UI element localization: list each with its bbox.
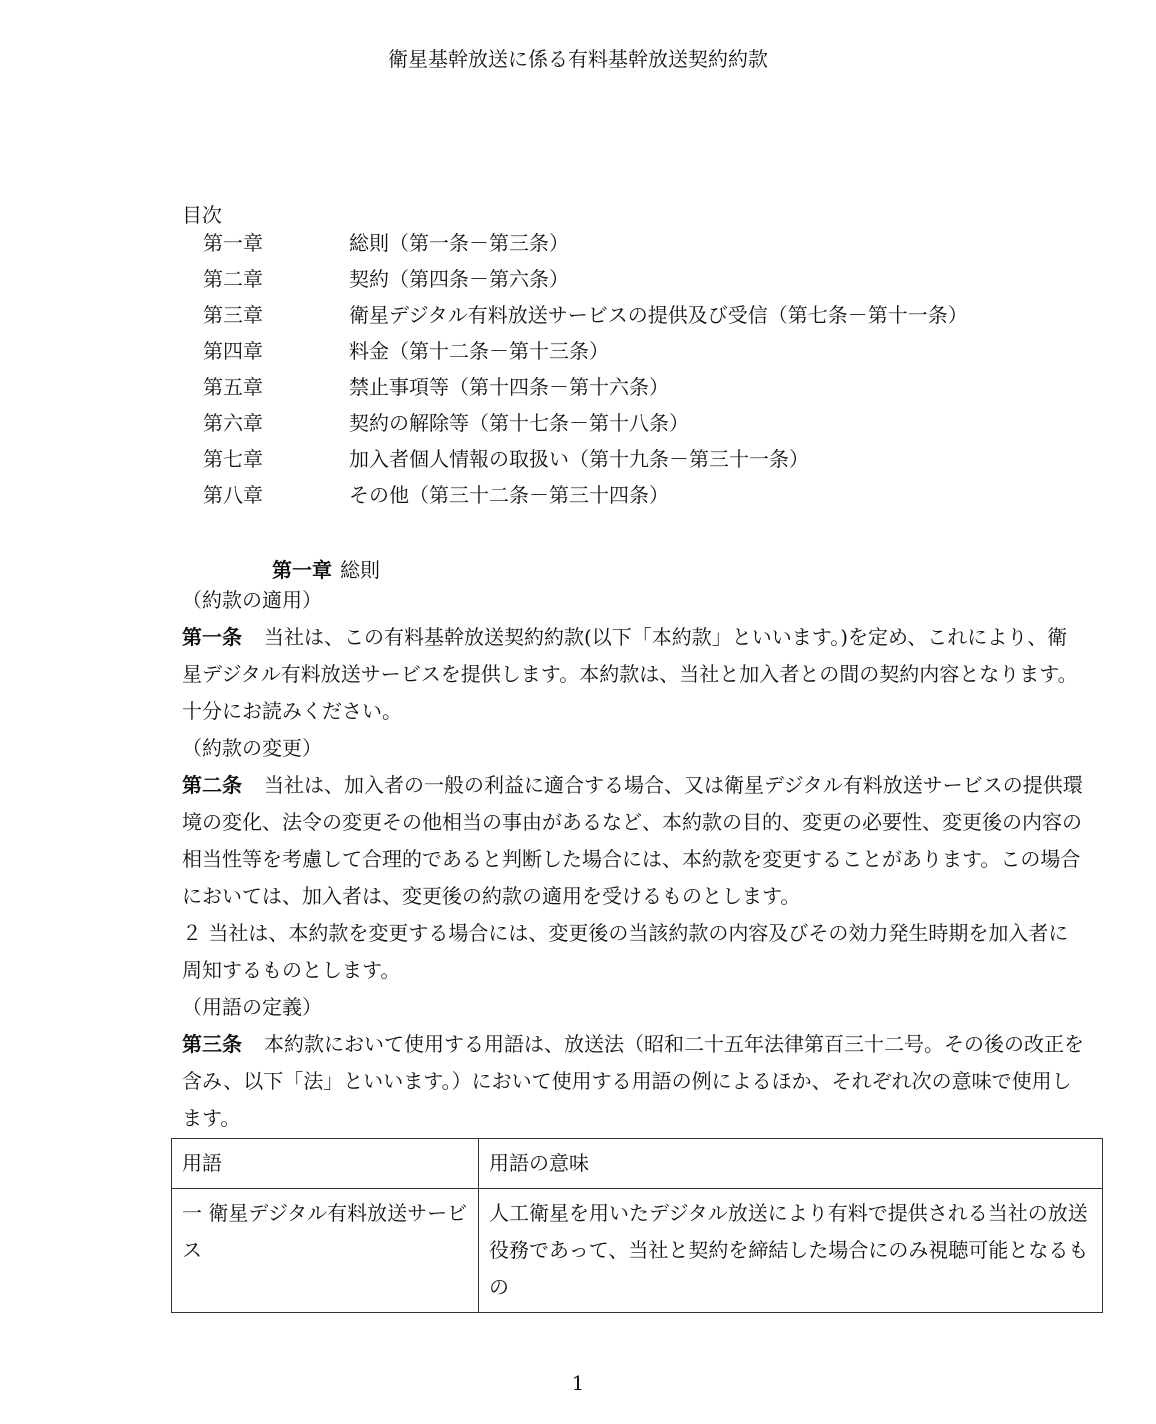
- article-3: [182, 1026, 1086, 1137]
- toc-item: [203, 264, 1063, 300]
- table-header-term: 用語: [172, 1139, 479, 1189]
- toc-chapter: 第七章: [203, 447, 263, 471]
- article-number: 第三条: [182, 1032, 242, 1056]
- toc-item: [203, 336, 1063, 372]
- article-text: 本約款において使用する用語は、放送法（昭和二十五年法律第百三十二号。その後の改正を含み、以下「法」といいます。）において使用する用語の例によるほか、それぞれ次の意味で使用します。: [182, 1032, 1084, 1130]
- table-row: [172, 1189, 1103, 1313]
- article-caption: （約款の変更）: [182, 736, 322, 760]
- chapter-body: [182, 582, 1086, 1137]
- toc-chapter: 第三章: [203, 303, 263, 327]
- toc-chapter: 第八章: [203, 483, 263, 507]
- toc-item: [203, 300, 1063, 336]
- article-caption: （約款の適用）: [182, 588, 322, 612]
- toc-title: 禁止事項等（第十四条－第十六条）: [349, 375, 669, 399]
- toc-item: [203, 408, 1063, 444]
- toc-title: 衛星デジタル有料放送サービスの提供及び受信（第七条－第十一条）: [349, 303, 968, 327]
- toc-item: [203, 372, 1063, 408]
- table-of-contents: [203, 228, 1063, 516]
- toc-chapter: 第一章: [203, 231, 263, 255]
- toc-chapter: 第四章: [203, 339, 263, 363]
- toc-title: 総則（第一条－第三条）: [349, 231, 569, 255]
- page-number: 1: [571, 1371, 585, 1395]
- toc-chapter: 第六章: [203, 411, 263, 435]
- chapter-label: 第一章: [272, 558, 332, 582]
- document-title: 衛星基幹放送に係る有料基幹放送契約約款: [388, 47, 768, 71]
- article-number: 第二条: [182, 773, 242, 797]
- toc-item: [203, 444, 1063, 480]
- chapter-heading: [272, 555, 380, 585]
- toc-title: その他（第三十二条－第三十四条）: [349, 483, 669, 507]
- table-cell-meaning: 人工衛星を用いたデジタル放送により有料で提供される当社の放送役務であって、当社と契約を締結した場合にのみ視聴可能となるもの: [479, 1189, 1103, 1313]
- article-text: 当社は、加入者の一般の利益に適合する場合、又は衛星デジタル有料放送サービスの提供環境の変化、法令の変更その他相当の事由があるなど、本約款の目的、変更の必要性、変更後の内容の相当性等を考慮して合理的であると判断した場合には、本約款を変更することがあります。この場合においては、加入者は、変更後の約款の適用を受けるものとします。: [182, 773, 1083, 908]
- article-number: 第一条: [182, 625, 242, 649]
- article-2: [182, 767, 1086, 915]
- table-cell-term: 一 衛星デジタル有料放送サービス: [172, 1189, 479, 1313]
- toc-item: [203, 228, 1063, 264]
- toc-title: 料金（第十二条－第十三条）: [349, 339, 609, 363]
- toc-heading: 目次: [182, 203, 222, 227]
- table-header-meaning: 用語の意味: [479, 1139, 1103, 1189]
- toc-title: 契約の解除等（第十七条－第十八条）: [349, 411, 689, 435]
- toc-title: 加入者個人情報の取扱い（第十九条－第三十一条）: [349, 447, 809, 471]
- article-1: [182, 619, 1086, 730]
- toc-chapter: 第五章: [203, 375, 263, 399]
- toc-title: 契約（第四条－第六条）: [349, 267, 569, 291]
- table-header-row: [172, 1139, 1103, 1189]
- toc-chapter: 第二章: [203, 267, 263, 291]
- definitions-table: [171, 1138, 1103, 1313]
- article-2-paragraph-2: ２ 当社は、本約款を変更する場合には、変更後の当該約款の内容及びその効力発生時期を加入者に周知するものとします。: [182, 921, 1069, 982]
- article-caption: （用語の定義）: [182, 995, 322, 1019]
- toc-item: [203, 480, 1063, 516]
- article-text: 当社は、この有料基幹放送契約約款(以下「本約款」といいます。)を定め、これにより、衛星デジタル有料放送サービスを提供します。本約款は、当社と加入者との間の契約内容となります。十分にお読みください。: [182, 625, 1078, 723]
- chapter-name: 総則: [340, 558, 380, 582]
